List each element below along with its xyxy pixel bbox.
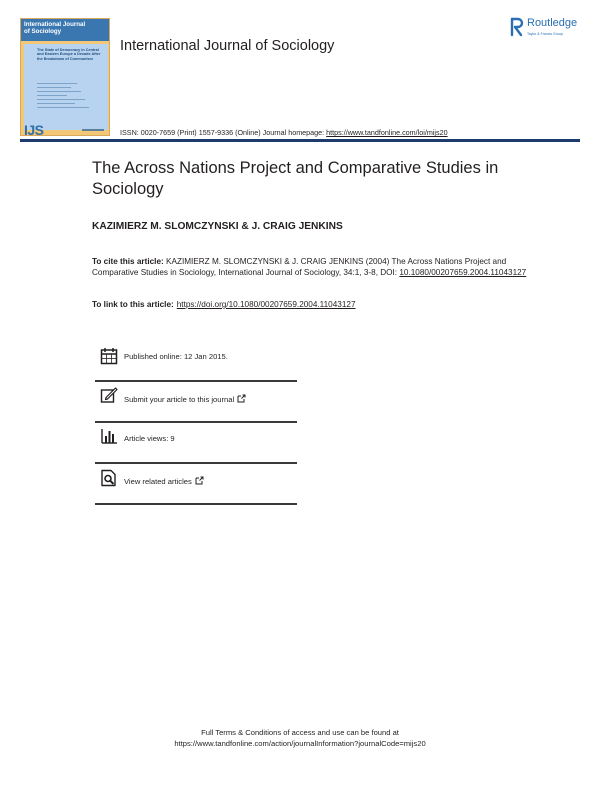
issn-text: ISSN: 0020-7659 (Print) 1557-9336 (Online) Journal homepage: — [120, 128, 327, 137]
publisher-name: Routledge — [527, 17, 578, 29]
header-divider — [20, 139, 580, 142]
cover-title: International Journal of Sociology — [24, 21, 86, 36]
cover-subtitle: The State of Democracy in Central and Eastern Europe a Decade After the Breakdown of Communism — [37, 48, 101, 61]
related-articles-row[interactable] — [95, 467, 297, 505]
link-label: To link to this article: — [92, 300, 174, 309]
published-online-text: Published online: 12 Jan 2015. — [124, 352, 228, 361]
cover-text-line — [37, 107, 89, 108]
edit-icon — [100, 386, 118, 404]
article-views-row — [95, 426, 297, 464]
bar-chart-icon — [100, 427, 118, 445]
cover-footer-mark — [82, 129, 104, 131]
related-articles-text: View related articles — [124, 477, 192, 486]
routledge-r-icon — [510, 17, 524, 37]
journal-homepage-link[interactable]: https://www.tandfonline.com/loi/mijs20 — [326, 128, 448, 137]
cite-label: To cite this article: — [92, 257, 164, 266]
related-articles-link[interactable] — [124, 476, 204, 486]
external-link-icon — [195, 476, 204, 485]
cover-text-line — [37, 95, 67, 96]
cover-text-line — [37, 103, 75, 104]
cover-text-line — [37, 87, 71, 88]
journal-cover — [20, 18, 110, 136]
info-divider — [95, 421, 297, 423]
publisher-logo — [510, 17, 590, 43]
article-views-text: Article views: 9 — [124, 434, 175, 443]
journal-name: International Journal of Sociology — [120, 38, 335, 54]
cover-text-line — [37, 83, 77, 84]
info-divider — [95, 462, 297, 464]
publisher-tagline: Taylor & Francis Group — [527, 32, 563, 36]
cover-logo: IJS — [24, 122, 44, 136]
article-authors: KAZIMIERZ M. SLOMCZYNSKI & J. CRAIG JENKINS — [92, 221, 343, 232]
issn-line — [120, 128, 448, 137]
search-document-icon — [100, 469, 118, 487]
info-divider — [95, 380, 297, 382]
submit-article-link[interactable] — [124, 394, 246, 404]
published-online-row — [95, 344, 297, 382]
calendar-icon — [100, 347, 118, 365]
doi-link[interactable]: 10.1080/00207659.2004.11043127 — [399, 268, 527, 277]
article-title: The Across Nations Project and Comparative Studies in Sociology — [92, 159, 499, 198]
citation-block — [92, 256, 532, 278]
external-link-icon — [237, 394, 246, 403]
footer — [0, 727, 600, 749]
cover-text-line — [37, 99, 85, 100]
info-divider — [95, 503, 297, 505]
submit-article-row[interactable] — [95, 385, 297, 423]
article-link-line — [92, 300, 356, 309]
cite-text: KAZIMIERZ M. SLOMCZYNSKI & J. CRAIG JENKINS (2004) The Across Nations Project and Comparative Studies in Sociology, International Journal of Sociology, 34:1, 3-8, DOI: — [92, 257, 507, 277]
submit-article-text: Submit your article to this journal — [124, 395, 235, 404]
cover-text-line — [37, 91, 81, 92]
article-doi-url-link[interactable]: https://doi.org/10.1080/00207659.2004.11043127 — [176, 300, 356, 309]
footer-terms-text: Full Terms & Conditions of access and use can be found at — [201, 728, 399, 737]
footer-terms-link[interactable]: https://www.tandfonline.com/action/journalInformation?journalCode=mijs20 — [174, 739, 426, 748]
